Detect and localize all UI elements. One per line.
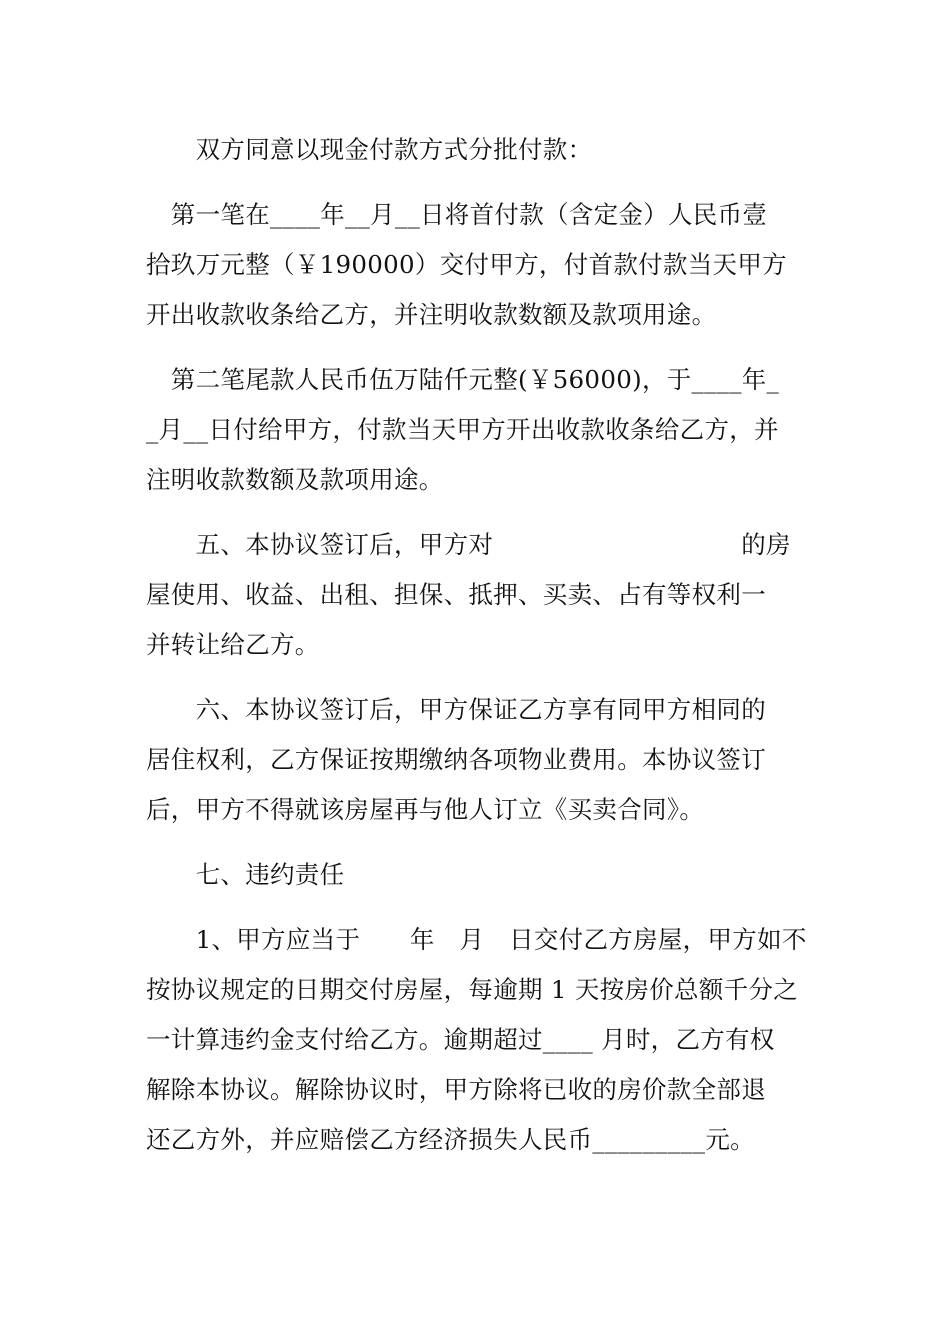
text-line: 1、甲方应当于 年 月 日交付乙方房屋，甲方如不: [146, 925, 807, 954]
text-line: _月__日付给甲方，付款当天甲方开出收款收条给乙方，并: [146, 415, 779, 444]
text-line: 第一笔在____年__月__日将首付款（含定金）人民币壹: [146, 200, 768, 229]
text-line: 还乙方外，并应赔偿乙方经济损失人民币_________元。: [146, 1125, 755, 1154]
text-line: 五、本协议签订后，甲方对 的房: [146, 530, 791, 559]
first-payment-paragraph: [146, 190, 806, 340]
text-line: 双方同意以现金付款方式分批付款：: [146, 135, 593, 164]
text-line: 六、本协议签订后，甲方保证乙方享有同甲方相同的: [146, 695, 766, 724]
text-line: 第二笔尾款人民币伍万陆仟元整(￥56000)，于____年_: [146, 365, 780, 394]
text-line: 按协议规定的日期交付房屋，每逾期 1 天按房价总额千分之: [146, 975, 799, 1004]
clause-seven-heading: [146, 850, 806, 900]
text-line: 后，甲方不得就该房屋再与他人订立《买卖合同》。: [146, 795, 705, 824]
text-line: 屋使用、收益、出租、担保、抵押、买卖、占有等权利一: [146, 580, 766, 609]
text-line: 拾玖万元整（￥190000）交付甲方，付首款付款当天甲方: [146, 250, 787, 279]
text-line: 一计算违约金支付给乙方。逾期超过____ 月时，乙方有权: [146, 1025, 775, 1054]
breach-item-one-paragraph: [146, 915, 806, 1165]
clause-six-paragraph: [146, 685, 806, 835]
text-line: 解除本协议。解除协议时，甲方除将已收的房价款全部退: [146, 1075, 766, 1104]
payment-method-paragraph: [146, 125, 806, 175]
section-heading: 七、违约责任: [146, 860, 345, 889]
second-payment-paragraph: [146, 355, 806, 505]
clause-five-paragraph: [146, 520, 806, 670]
text-line: 注明收款数额及款项用途。: [146, 465, 444, 494]
text-line: 居住权利，乙方保证按期缴纳各项物业费用。本协议签订: [146, 745, 766, 774]
text-line: 开出收款收条给乙方，并注明收款数额及款项用途。: [146, 300, 717, 329]
text-line: 并转让给乙方。: [146, 630, 320, 659]
